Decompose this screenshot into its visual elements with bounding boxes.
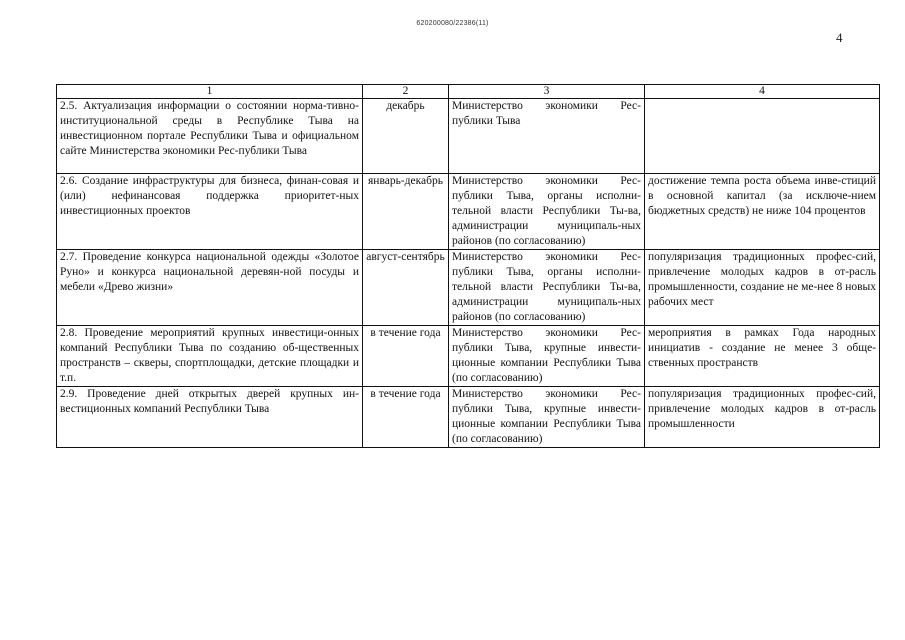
executor-cell: Министерство экономики Рес-публики Тыва, крупные инвести-ционные компании Республики Тыва (по согласованию) bbox=[449, 326, 645, 387]
table-row bbox=[57, 99, 880, 174]
table-row bbox=[57, 387, 880, 448]
result-cell: достижение темпа роста объема инве-стиций в основной капитал (за исключе-нием бюджетных средств) не ниже 104 процентов bbox=[645, 174, 880, 250]
term-cell: в течение года bbox=[363, 387, 449, 448]
table-header-row bbox=[57, 85, 880, 99]
page-number: 4 bbox=[836, 30, 843, 45]
task-cell: 2.6. Создание инфраструктуры для бизнеса, финан-совая и (или) нефинансовая поддержка приоритет-ных инвестиционных проектов bbox=[57, 174, 363, 250]
result-cell: популяризация традиционных профес-сий, привлечение молодых кадров в от-расль промышленности bbox=[645, 387, 880, 448]
result-cell: мероприятия в рамках Года народных инициатив - создание не менее 3 обще-ственных пространств bbox=[645, 326, 880, 387]
table-row bbox=[57, 174, 880, 250]
document-id: 620200080/22386(11) bbox=[416, 20, 489, 27]
action-plan-table bbox=[56, 84, 880, 448]
executor-cell: Министерство экономики Рес-публики Тыва, органы исполни-тельной власти Республики Ты-ва, администрации муниципаль-ных районов (по согласованию) bbox=[449, 174, 645, 250]
result-cell bbox=[645, 99, 880, 174]
term-cell: в течение года bbox=[363, 326, 449, 387]
task-cell: 2.9. Проведение дней открытых дверей крупных ин-вестиционных компаний Республики Тыва bbox=[57, 387, 363, 448]
result-cell: популяризация традиционных профес-сий, привлечение молодых кадров в от-расль промышленности, создание не ме-нее 8 новых рабочих мест bbox=[645, 250, 880, 326]
task-cell: 2.7. Проведение конкурса национальной одежды «Золотое Руно» и конкурса национальной деревян-ной посуды и мебели «Древо жизни» bbox=[57, 250, 363, 326]
executor-cell: Министерство экономики Рес-публики Тыва bbox=[449, 99, 645, 174]
term-cell: январь-декабрь bbox=[363, 174, 449, 250]
executor-cell: Министерство экономики Рес-публики Тыва, органы исполни-тельной власти Республики Ты-ва, администрации муниципаль-ных районов (по согласованию) bbox=[449, 250, 645, 326]
column-header: 3 bbox=[449, 85, 645, 99]
task-cell: 2.8. Проведение мероприятий крупных инвестици-онных компаний Республики Тыва по созданию об-щественных пространств – скверы, спортплощадки, детские площадки и т.п. bbox=[57, 326, 363, 387]
column-header: 2 bbox=[363, 85, 449, 99]
table-row bbox=[57, 326, 880, 387]
executor-cell: Министерство экономики Рес-публики Тыва, крупные инвести-ционные компании Республики Тыва (по согласованию) bbox=[449, 387, 645, 448]
column-header: 4 bbox=[645, 85, 880, 99]
column-header: 1 bbox=[57, 85, 363, 99]
term-cell: август-сентябрь bbox=[363, 250, 449, 326]
table-row bbox=[57, 250, 880, 326]
task-cell: 2.5. Актуализация информации о состоянии норма-тивно-институциональной среды в Республике Тыва на инвестиционном портале Республики Тыва и официальном сайте Министерства экономики Рес-публики Тыва bbox=[57, 99, 363, 174]
term-cell: декабрь bbox=[363, 99, 449, 174]
